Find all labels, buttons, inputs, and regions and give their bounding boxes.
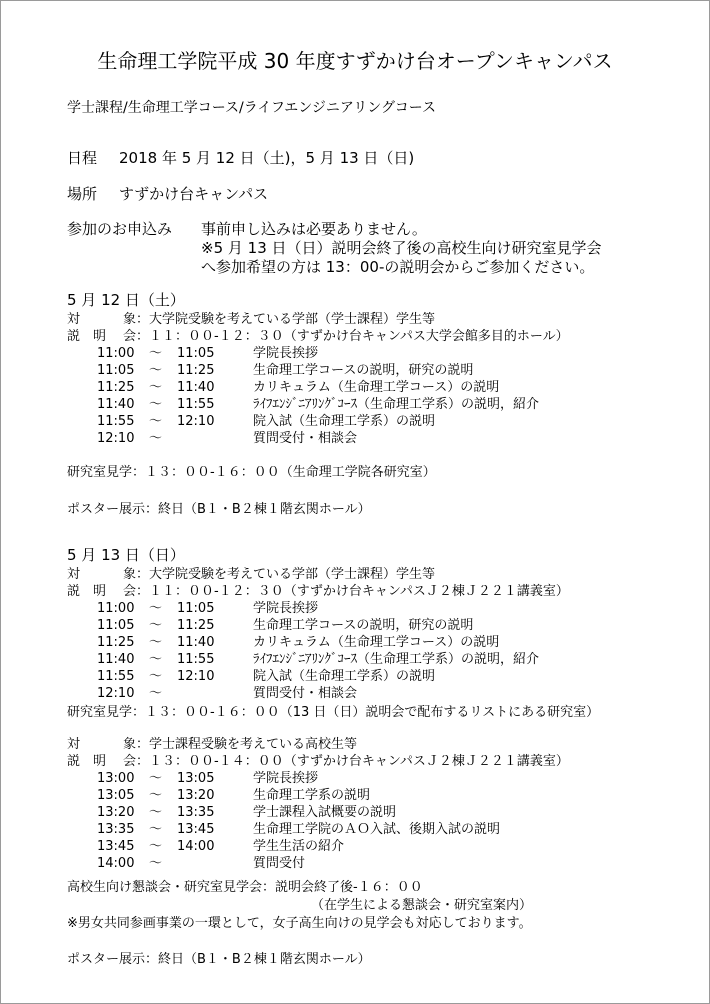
event-name: 院入試（生命理工学系）の説明 bbox=[253, 414, 436, 429]
time-dash: ～ bbox=[149, 771, 163, 786]
time-dash: ～ bbox=[149, 839, 163, 854]
day2-poster: ポスター展示：終日（B１・B２棟１階玄関ホール） bbox=[67, 952, 371, 967]
time-end: 11:25 bbox=[177, 363, 215, 378]
time-dash: ～ bbox=[149, 431, 163, 446]
session-label-a: 説 明 bbox=[67, 329, 107, 344]
time-dash: ～ bbox=[149, 380, 163, 395]
gender-note: ※男女共同参画事業の一環として，女子高生向けの見学会も対応しております。 bbox=[67, 916, 532, 931]
target-label-a: 対 bbox=[67, 567, 81, 582]
hs-session-label-a: 説 明 bbox=[67, 754, 107, 769]
time-start: 11:25 bbox=[97, 380, 135, 395]
session-value: １１：００-１２：３０（すずかけ台キャンパスＪ２棟Ｊ２２１講義室） bbox=[149, 584, 569, 599]
time-dash: ～ bbox=[149, 652, 163, 667]
hs-target-label-b: 象： bbox=[123, 737, 150, 752]
target-value: 大学院受験を考えている学部（学士課程）学生等 bbox=[149, 567, 436, 582]
target-label-a: 対 bbox=[67, 312, 81, 327]
day2-heading: 5 月 13 日（日） bbox=[67, 546, 185, 564]
time-dash: ～ bbox=[149, 788, 163, 803]
time-dash: ～ bbox=[149, 618, 163, 633]
event-name: 質問受付 bbox=[253, 856, 306, 871]
application-line-3: へ参加希望の方は 13：00-の説明会からご参加ください。 bbox=[201, 258, 595, 276]
time-end: 13:35 bbox=[177, 805, 215, 820]
target-label-b: 象： bbox=[123, 312, 150, 327]
time-start: 11:05 bbox=[97, 618, 135, 633]
event-name: 生命理工学系の説明 bbox=[253, 788, 371, 803]
time-end: 11:40 bbox=[177, 380, 215, 395]
time-dash: ～ bbox=[149, 601, 163, 616]
time-dash: ～ bbox=[149, 414, 163, 429]
time-start: 13:20 bbox=[97, 805, 135, 820]
hs-meeting-note: （在学生による懇談会・研究室案内） bbox=[311, 898, 533, 913]
time-dash: ～ bbox=[149, 346, 163, 361]
time-start: 11:40 bbox=[97, 652, 135, 667]
event-name: 学生生活の紹介 bbox=[253, 839, 345, 854]
time-dash: ～ bbox=[149, 635, 163, 650]
hs-meeting: 高校生向け懇談会・研究室見学会：説明会終了後-１６：００ bbox=[67, 880, 423, 895]
target-label-b: 象： bbox=[123, 567, 150, 582]
hs-target-label-a: 対 bbox=[67, 737, 81, 752]
event-name: 生命理工学コースの説明，研究の説明 bbox=[253, 618, 474, 633]
time-start: 12:10 bbox=[97, 431, 135, 446]
place-value: すずかけ台キャンパス bbox=[119, 185, 269, 203]
time-end: 11:55 bbox=[177, 652, 215, 667]
time-start: 13:00 bbox=[97, 771, 135, 786]
event-name: カリキュラム（生命理工学コース）の説明 bbox=[253, 635, 500, 650]
event-name: カリキュラム（生命理工学コース）の説明 bbox=[253, 380, 500, 395]
time-end: 11:55 bbox=[177, 397, 215, 412]
time-end: 11:05 bbox=[177, 346, 215, 361]
event-name: 生命理工学院のＡＯ入試、後期入試の説明 bbox=[253, 822, 501, 837]
event-name: 院入試（生命理工学系）の説明 bbox=[253, 669, 436, 684]
time-end: 14:00 bbox=[177, 839, 215, 854]
time-dash: ～ bbox=[149, 363, 163, 378]
target-value: 大学院受験を考えている学部（学士課程）学生等 bbox=[149, 312, 436, 327]
time-start: 11:55 bbox=[97, 669, 135, 684]
event-name: 学院長挨拶 bbox=[253, 771, 319, 786]
day1-lab-visit: 研究室見学：１３：００-１６：００（生命理工学院各研究室） bbox=[67, 465, 436, 480]
time-end: 11:05 bbox=[177, 601, 215, 616]
event-name: 学院長挨拶 bbox=[253, 346, 319, 361]
event-name: ﾗｲﾌｴﾝｼﾞﾆｱﾘﾝｸﾞｺｰｽ（生命理工学系）の説明，紹介 bbox=[253, 397, 540, 412]
time-end: 13:45 bbox=[177, 822, 215, 837]
event-name: 学士課程入試概要の説明 bbox=[253, 805, 397, 820]
time-start: 11:25 bbox=[97, 635, 135, 650]
time-start: 13:45 bbox=[97, 839, 135, 854]
time-end: 12:10 bbox=[177, 414, 215, 429]
application-line-1: 事前申し込みは必要ありません。 bbox=[201, 220, 427, 238]
time-start: 11:05 bbox=[97, 363, 135, 378]
time-start: 11:00 bbox=[97, 601, 135, 616]
time-start: 14:00 bbox=[97, 856, 135, 871]
hs-session-label-b: 会： bbox=[123, 754, 150, 769]
schedule-value: 2018 年 5 月 12 日（土)，5 月 13 日（日) bbox=[119, 149, 415, 167]
place-label: 場所 bbox=[67, 185, 98, 203]
application-line-2: ※5 月 13 日（日）説明会終了後の高校生向け研究室見学会 bbox=[201, 239, 602, 257]
session-label-b: 会： bbox=[123, 329, 150, 344]
hs-session-value: １３：００-１４：００（すずかけ台キャンパスＪ２棟Ｊ２２１講義室） bbox=[149, 754, 569, 769]
time-dash: ～ bbox=[149, 686, 163, 701]
time-start: 11:00 bbox=[97, 346, 135, 361]
time-end: 11:40 bbox=[177, 635, 215, 650]
time-start: 11:55 bbox=[97, 414, 135, 429]
time-dash: ～ bbox=[149, 669, 163, 684]
schedule-label: 日程 bbox=[67, 149, 98, 167]
page-title: 生命理工学院平成 30 年度すずかけ台オープンキャンパス bbox=[97, 49, 613, 73]
time-end: 11:25 bbox=[177, 618, 215, 633]
time-dash: ～ bbox=[149, 397, 163, 412]
time-end: 12:10 bbox=[177, 669, 215, 684]
application-label: 参加のお申込み bbox=[67, 220, 173, 238]
time-start: 13:05 bbox=[97, 788, 135, 803]
day1-heading: 5 月 12 日（土） bbox=[67, 291, 185, 309]
session-label-b: 会： bbox=[123, 584, 150, 599]
time-end: 13:20 bbox=[177, 788, 215, 803]
day2-lab-visit: 研究室見学：１３：００-１６：００（13 日（日）説明会で配布するリストにある研究室） bbox=[67, 705, 600, 720]
event-name: 質問受付・相談会 bbox=[253, 431, 358, 446]
event-name: 生命理工学コースの説明，研究の説明 bbox=[253, 363, 474, 378]
time-dash: ～ bbox=[149, 822, 163, 837]
time-end: 13:05 bbox=[177, 771, 215, 786]
page-subtitle: 学士課程/生命理工学コース/ライフエンジニアリングコース bbox=[67, 100, 437, 116]
time-start: 11:40 bbox=[97, 397, 135, 412]
session-value: １１：００-１２：３０（すずかけ台キャンパス大学会館多目的ホール） bbox=[149, 329, 569, 344]
hs-target-value: 学士課程受験を考えている高校生等 bbox=[149, 737, 358, 752]
time-start: 12:10 bbox=[97, 686, 135, 701]
session-label-a: 説 明 bbox=[67, 584, 107, 599]
time-dash: ～ bbox=[149, 805, 163, 820]
time-start: 13:35 bbox=[97, 822, 135, 837]
event-name: 学院長挨拶 bbox=[253, 601, 319, 616]
time-dash: ～ bbox=[149, 856, 163, 871]
event-name: ﾗｲﾌｴﾝｼﾞﾆｱﾘﾝｸﾞｺｰｽ（生命理工学系）の説明，紹介 bbox=[253, 652, 540, 667]
day1-poster: ポスター展示：終日（B１・B２棟１階玄関ホール） bbox=[67, 502, 371, 517]
event-name: 質問受付・相談会 bbox=[253, 686, 358, 701]
